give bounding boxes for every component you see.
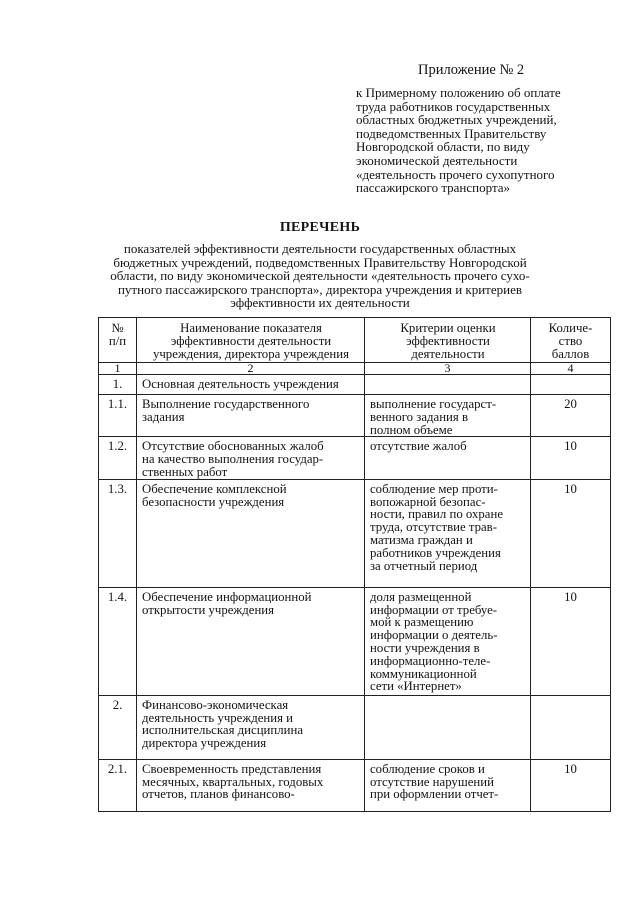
criteria-line: информации о деятель- <box>370 628 498 643</box>
header-text: Наименование показателя <box>180 321 322 335</box>
criteria-text <box>365 395 531 437</box>
points-value: 10 <box>531 437 611 479</box>
table-row <box>99 479 611 587</box>
appendix-description <box>356 86 606 195</box>
criteria-line: венного задания в <box>370 409 469 424</box>
column-number: 3 <box>365 363 531 375</box>
table-row <box>99 395 611 437</box>
indicator-name <box>137 437 365 479</box>
criteria-line: при оформлении отчет- <box>370 787 499 802</box>
indicator-name-line: Обеспечение комплексной <box>142 481 287 496</box>
appendix-desc-line: экономической деятельности <box>356 152 518 168</box>
criteria-line: доля размещенной <box>370 589 472 604</box>
header-text: баллов <box>551 346 590 361</box>
criteria-line: ности учреждения в <box>370 640 480 655</box>
row-number: 1.4. <box>99 587 137 695</box>
criteria-text <box>365 375 531 395</box>
table-row <box>99 587 611 695</box>
indicator-name-line: Финансово-экономическая <box>142 697 289 712</box>
indicator-name-line: ственных работ <box>142 464 228 479</box>
criteria-line: труда, отсутствие трав- <box>370 520 497 535</box>
indicator-name-line: открытости учреждения <box>142 602 275 617</box>
header-num <box>99 318 137 363</box>
appendix-title: Приложение № 2 <box>418 62 525 78</box>
indicator-name-line: Своевременность представления <box>142 761 322 776</box>
subtitle-line: эффективности их деятельности <box>230 295 410 311</box>
criteria-text <box>365 695 531 759</box>
criteria-line: соблюдение сроков и <box>370 761 485 776</box>
indicator-name-line: отчетов, планов финансово- <box>142 787 295 802</box>
indicator-name <box>137 479 365 587</box>
appendix-desc-line: «деятельность прочего сухопутного <box>356 166 555 182</box>
header-text: деятельности <box>411 346 485 361</box>
document-subtitle <box>0 242 640 310</box>
criteria-line: сети «Интернет» <box>370 679 462 694</box>
subtitle-line: показателей эффективности деятельности государственных областных <box>123 241 517 256</box>
criteria-line: вопожарной безопас- <box>370 494 486 509</box>
subtitle-line: бюджетных учреждений, подведомственных Правительству Новгородской <box>113 254 527 270</box>
row-number: 2.1. <box>99 759 137 811</box>
column-number: 2 <box>137 363 365 375</box>
indicator-name-line: задания <box>142 409 185 424</box>
criteria-line: матизма граждан и <box>370 532 473 547</box>
criteria-line: ности, правил по охране <box>370 507 504 522</box>
header-text: № <box>111 321 124 335</box>
column-number: 1 <box>99 363 137 375</box>
criteria-line: информационно-теле- <box>370 653 491 668</box>
row-number: 2. <box>99 695 137 759</box>
table-row <box>99 375 611 395</box>
criteria-line: коммуникационной <box>370 666 477 681</box>
column-number-row <box>99 363 611 375</box>
indicator-name <box>137 695 365 759</box>
points-value <box>531 695 611 759</box>
criteria-line: соблюдение мер проти- <box>370 481 498 496</box>
criteria-line: выполнение государст- <box>370 397 497 411</box>
table-row <box>99 759 611 811</box>
indicator-name <box>137 587 365 695</box>
indicator-name-line: директора учреждения <box>142 736 267 751</box>
criteria-text <box>365 759 531 811</box>
column-number: 4 <box>531 363 611 375</box>
appendix-desc-line: Новгородской области, по виду <box>356 139 530 155</box>
appendix-desc-line: труда работников государственных <box>356 98 551 114</box>
document-title: ПЕРЕЧЕНЬ <box>279 220 361 235</box>
row-number: 1. <box>99 375 137 395</box>
indicator-name <box>137 759 365 811</box>
row-number: 1.3. <box>99 479 137 587</box>
criteria-line: отсутствие нарушений <box>370 774 494 789</box>
subtitle-line: путного пассажирского транспорта», директора учреждения и критериев <box>117 281 523 297</box>
indicator-name-line: Отсутствие обоснованных жалоб <box>142 439 324 454</box>
criteria-line: мой к размещению <box>370 615 474 630</box>
criteria-line: работников учреждения <box>370 545 501 560</box>
table-row <box>99 695 611 759</box>
header-text: Критерии оценки <box>400 321 496 335</box>
points-value: 10 <box>531 479 611 587</box>
row-number: 1.1. <box>99 395 137 437</box>
row-number: 1.2. <box>99 437 137 479</box>
indicator-name-line: исполнительская дисциплина <box>142 723 303 738</box>
criteria-line: за отчетный период <box>370 558 478 573</box>
table-row <box>99 437 611 479</box>
appendix-desc-line: областных бюджетных учреждений, <box>356 112 557 128</box>
indicator-name <box>137 375 365 395</box>
criteria-line: отсутствие жалоб <box>370 439 467 454</box>
indicator-name-line: на качество выполнения государ- <box>142 452 324 467</box>
points-value: 20 <box>531 395 611 437</box>
points-value: 10 <box>531 759 611 811</box>
header-criteria <box>365 318 531 363</box>
header-text: эффективности <box>406 333 490 348</box>
points-value <box>531 375 611 395</box>
criteria-text <box>365 479 531 587</box>
header-text: п/п <box>108 333 127 348</box>
criteria-line: полном объеме <box>370 422 453 437</box>
appendix-desc-line: пассажирского транспорта» <box>356 180 511 196</box>
indicator-name-line: Основная деятельность учреждения <box>142 377 339 391</box>
appendix-desc-line: к Примерному положению об оплате <box>356 85 561 100</box>
header-text: учреждения, директора учреждения <box>152 346 350 361</box>
indicator-name-line: Выполнение государственного <box>142 397 310 411</box>
criteria-table-body <box>99 318 611 812</box>
indicator-name-line: безопасности учреждения <box>142 494 285 509</box>
indicator-name-line: деятельность учреждения и <box>142 710 294 725</box>
indicator-name-line: месячных, квартальных, годовых <box>142 774 324 789</box>
header-indicator <box>137 318 365 363</box>
subtitle-line: области, по виду экономической деятельности «деятельность прочего сухо- <box>110 268 530 284</box>
header-text: Количе- <box>548 321 593 335</box>
indicator-name-line: Обеспечение информационной <box>142 589 312 604</box>
appendix-desc-line: подведомственных Правительству <box>356 125 547 141</box>
header-text: ство <box>558 333 583 348</box>
criteria-text <box>365 587 531 695</box>
criteria-text <box>365 437 531 479</box>
indicator-name <box>137 395 365 437</box>
points-value: 10 <box>531 587 611 695</box>
criteria-line: информации от требуе- <box>370 602 498 617</box>
criteria-table <box>98 317 611 812</box>
header-points <box>531 318 611 363</box>
header-text: эффективности деятельности <box>170 333 332 348</box>
table-header-row <box>99 318 611 363</box>
